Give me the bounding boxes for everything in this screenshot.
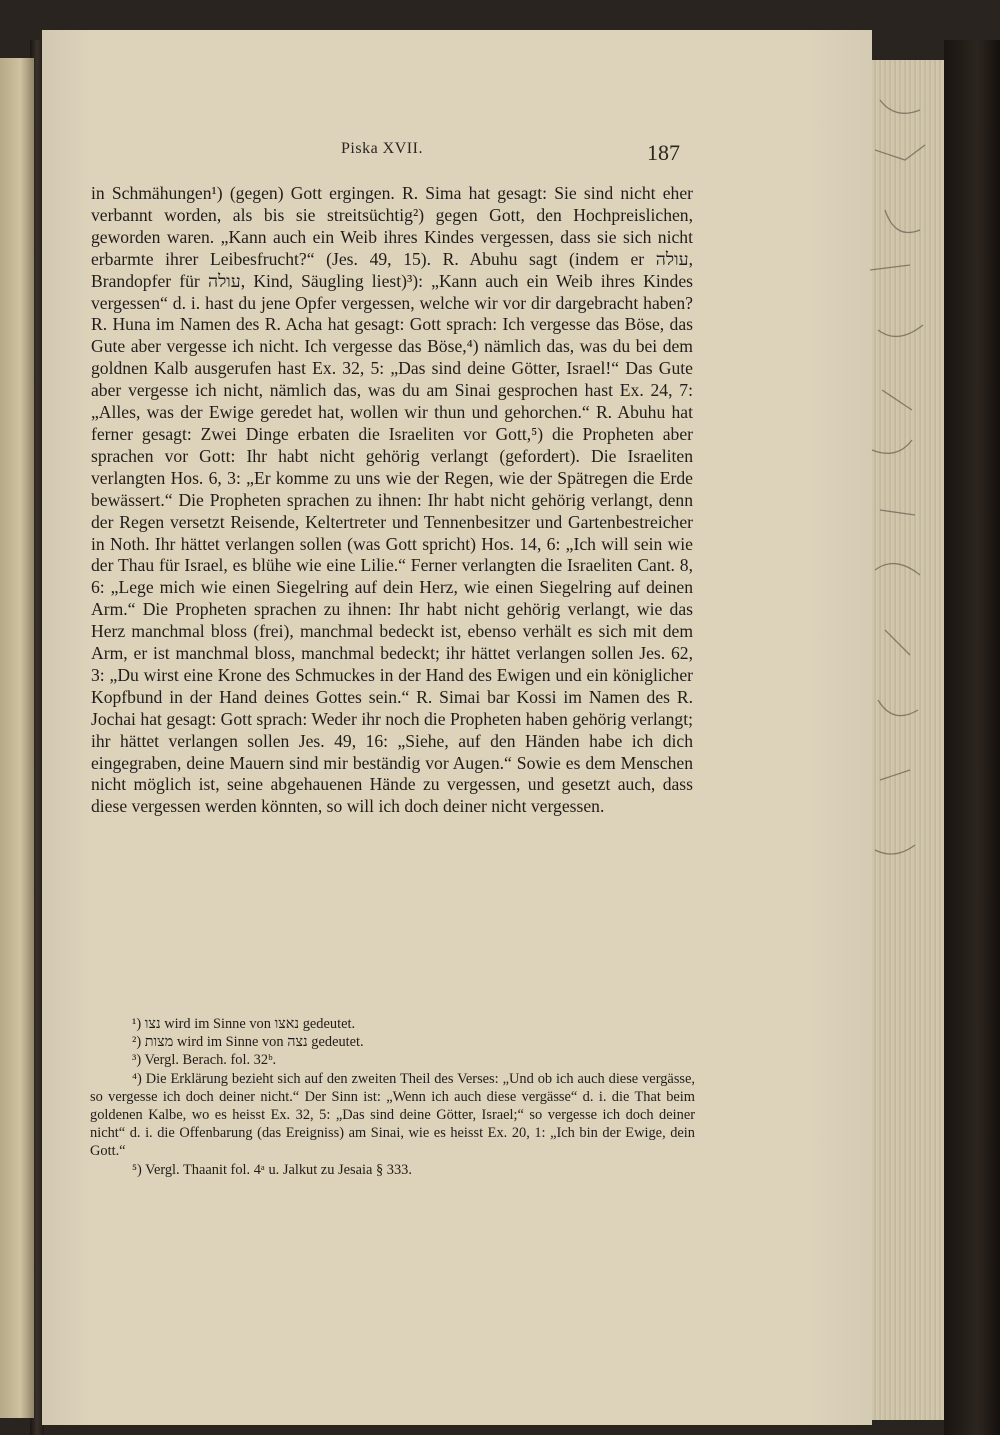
- footnote-2: ²) מצות wird im Sinne von נצה gedeutet.: [132, 1034, 364, 1051]
- body-paragraph: in Schmähungen¹) (gegen) Gott ergingen. R. Sima hat gesagt: Sie sind nicht eher verbannt worden, als bis sie streitsüchtig²) gegen Gott, den Hochpreislichen, geworden waren. „Kann auch ein Weib ihres Kindes vergessen, dass sie sich nicht erbarmte ihrer Leibesfrucht?“ (Jes. 49, 15). R. Abuhu sagt (indem er עולה, Brandopfer für עולה, Kind, Säugling liest)³): „Kann auch ein Weib ihres Kindes vergessen“ d. i. hast du jene Opfer vergessen, welche wir vor dir dargebracht haben? R. Huna im Namen des R. Acha hat gesagt: Gott sprach: Ich vergesse das Böse, das Gute aber vergesse ich nicht. Ich vergesse das Böse,⁴) nämlich das, was du bei dem goldnen Kalb ausgerufen hast Ex. 32, 5: „Das sind deine Götter, Israel!“ Das Gute aber vergesse ich nicht, nämlich das, was du am Sinai gesprochen hast Ex. 24, 7: „Alles, was der Ewige geredet hat, wollen wir thun und gehorchen.“ R. Abuhu hat ferner gesagt: Zwei Dinge erbaten die Israeliten vor Gott,⁵) die Propheten aber sprachen vor Gott: Ihr habt nicht gehörig verlangt (gefordert). Die Israeliten verlangten Hos. 6, 3: „Er komme zu uns wie der Regen, wie der Spätregen die Erde bewässert.“ Die Propheten sprachen zu ihnen: Ihr habt nicht gehörig verlangt, denn der Regen versetzt Reisende, Keltertreter und Tennenbesitzer und Gartenbestreicher in Noth. Ihr hättet verlangen sollen (was Gott spricht) Hos. 14, 6: „Ich will sein wie der Thau für Israel, es blühe wie eine Lilie.“ Ferner verlangten die Israeliten Cant. 8, 6: „Lege mich wie einen Siegelring auf dein Herz, wie einen Siegelring auf deinen Arm.“ Die Propheten sprachen zu ihnen: Ihr habt nicht gehörig verlangt, wie das Herz manchmal bloss (frei), manchmal bedeckt ist, ebenso verhält es sich mit dem Arm, er ist manchmal bloss, manchmal bedeckt; ihr hättet verlangen sollen Jes. 62, 3: „Du wirst eine Krone des Schmuckes in der Hand des Ewigen und ein königlicher Kopfbund in der Hand deines Gottes sein.“ R. Simai bar Kossi im Namen des R. Jochai hat gesagt: Gott sprach: Weder ihr noch die Propheten haben gehörig verlangt; ihr hättet verlangen sollen Jes. 49, 16: „Siehe, auf den Händen habe ich dich eingegraben, deine Mauern sind mir beständig vor Augen.“ Sowie es dem Menschen nicht möglich ist, seine abgehauenen Hände zu vergessen, und gesetzt auch, dass diese vergessen werden könnten, so will ich doch deiner nicht vergessen.: [91, 183, 693, 817]
- pencil-marks: [860, 60, 950, 960]
- footnote-5: ⁵) Vergl. Thaanit fol. 4ᵃ u. Jalkut zu Jesaia § 333.: [132, 1161, 412, 1178]
- footnotes: [90, 1015, 695, 1179]
- page-number: 187: [647, 140, 680, 165]
- footnote-4: ⁴) Die Erklärung bezieht sich auf den zweiten Theil des Verses: „Und ob ich auch diese vergässe, so vergesse ich doch deiner nicht.“ Der Sinn ist: „Wenn ich auch diese vergässe“ d. i. die That beim goldenen Kalbe, wo es heisst Ex. 32, 5: „Das sind deine Götter, Israel;“ so vergesse ich doch deiner nicht“ d. i. die Offenbarung (das Ereigniss) am Sinai, wie es heisst Ex. 20, 1: „Ich bin der Ewige, dein Gott.“: [90, 1070, 695, 1160]
- footnote-3: ³) Vergl. Berach. fol. 32ᵇ.: [132, 1052, 277, 1069]
- facing-page-edge: [0, 58, 34, 1418]
- book-cover: [944, 40, 1000, 1435]
- footnote-1: ¹) נצו wird im Sinne von נאצו gedeutet.: [132, 1016, 356, 1032]
- running-title: Piska XVII.: [341, 140, 423, 157]
- running-head: [0, 140, 1000, 170]
